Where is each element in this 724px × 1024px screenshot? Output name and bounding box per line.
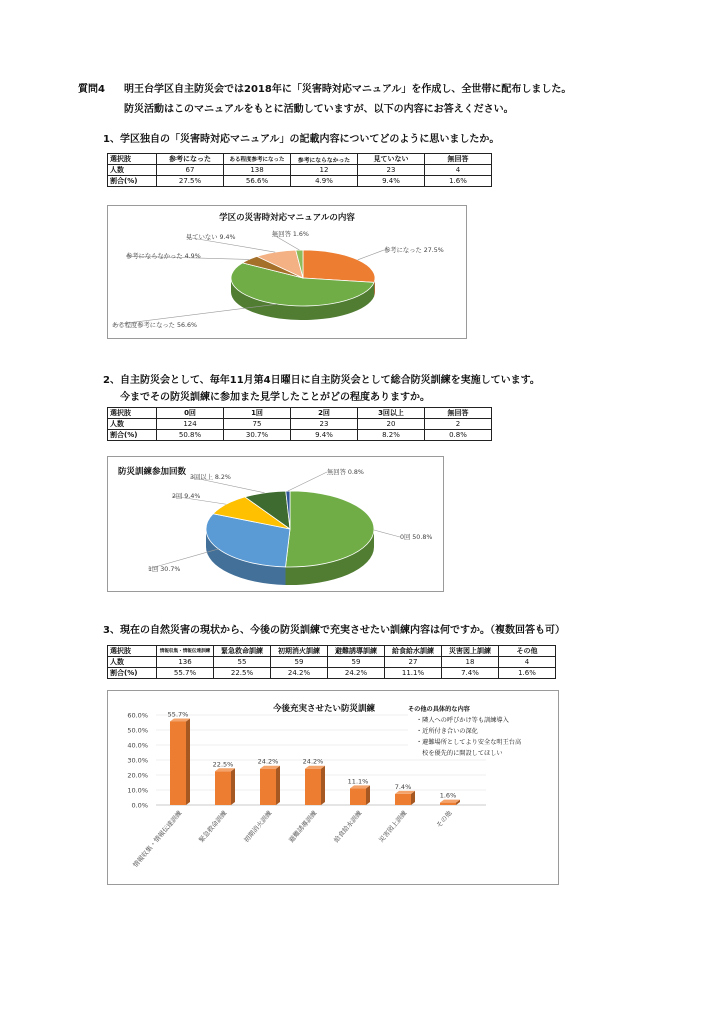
q2-chart-title: 防災訓練参加回数 — [118, 467, 187, 477]
bar — [305, 769, 321, 805]
q2-pct: 0.8% — [425, 430, 492, 441]
q3-other-notes — [408, 704, 550, 759]
bar — [260, 769, 276, 805]
pie-data-label: 参考になった 27.5% — [384, 247, 444, 254]
bar-side — [231, 768, 235, 805]
pie-slice — [303, 250, 375, 282]
pie-leader-line — [374, 530, 400, 537]
pie-data-label: 1回 30.7% — [148, 566, 181, 573]
bar-value-label: 11.1% — [347, 777, 369, 786]
y-tick-label: 50.0% — [127, 726, 148, 735]
q3-count: 59 — [328, 657, 385, 668]
bar — [215, 771, 231, 805]
pie-data-label: 見ていない 9.4% — [186, 234, 236, 241]
bar-side — [321, 766, 325, 805]
q1-chart-frame — [107, 205, 467, 339]
bar-value-label: 22.5% — [212, 760, 234, 769]
q3-pct: 1.6% — [499, 668, 556, 679]
q1-count: 23 — [358, 165, 425, 176]
q2-count: 75 — [224, 419, 291, 430]
question-number: 質問4 — [78, 84, 105, 95]
q3-choice: 情報収集・情報伝達訓練 — [157, 646, 214, 657]
q3-count: 18 — [442, 657, 499, 668]
q1-pct: 4.9% — [291, 176, 358, 187]
y-tick-label: 0.0% — [131, 801, 148, 810]
q2-title-line-1: 2、自主防災会として、毎年11月第4日曜日に自主防災会として総合防災訓練を実施しています。 — [103, 375, 540, 386]
header-line-2: 防災活動はこのマニュアルをもとに活動していますが、以下の内容にお答えください。 — [124, 104, 514, 115]
bar-value-label: 7.4% — [394, 782, 412, 791]
header-line-1: 明王台学区自主防災会では2018年に「災害時対応マニュアル」を作成し、全世帯に配布しました。 — [124, 84, 572, 95]
q2-count: 20 — [358, 419, 425, 430]
x-category-label: 緊急救命訓練 — [197, 809, 229, 845]
bar-value-label: 24.2% — [302, 757, 324, 766]
pie-data-label: 無回答 1.6% — [272, 231, 309, 238]
x-category-label: 給食給水訓練 — [332, 809, 364, 845]
bar — [350, 788, 366, 805]
q3-pct: 7.4% — [442, 668, 499, 679]
q1-pct: 1.6% — [425, 176, 492, 187]
q3-pct: 22.5% — [214, 668, 271, 679]
bar-side — [366, 785, 370, 805]
q3-row-label-pct: 割合(%) — [108, 668, 157, 679]
pie-data-label: 参考にならなかった 4.9% — [126, 253, 201, 260]
pie-data-label: 無回答 0.8% — [327, 469, 364, 476]
q1-count: 12 — [291, 165, 358, 176]
q2-choice: 2回 — [291, 408, 358, 419]
y-tick-label: 40.0% — [127, 741, 148, 750]
q2-pct: 9.4% — [291, 430, 358, 441]
bar-value-label: 24.2% — [257, 757, 279, 766]
q3-note-item: ・避難場所としてより安全な明王台高 — [416, 739, 522, 746]
q1-choice: ある程度参考になった — [224, 154, 291, 165]
q3-pct: 24.2% — [271, 668, 328, 679]
pie-data-label: 3回以上 8.2% — [190, 474, 231, 481]
q1-pct: 9.4% — [358, 176, 425, 187]
q1-choice: 参考にならなかった — [291, 154, 358, 165]
q2-row-label-count: 人数 — [108, 419, 157, 430]
q1-title: 1、学区独自の「災害時対応マニュアル」の記載内容についてどのように思いましたか。 — [103, 134, 500, 145]
q3-chart-title: 今後充実させたい防災訓練 — [273, 704, 376, 714]
bar-side — [186, 718, 190, 805]
x-category-label: 情報収集・情報伝達訓練 — [131, 809, 184, 870]
q3-count: 59 — [271, 657, 328, 668]
q2-pie-chart — [108, 457, 443, 591]
q2-choice: 3回以上 — [358, 408, 425, 419]
q2-choice: 無回答 — [425, 408, 492, 419]
q2-choice: 1回 — [224, 408, 291, 419]
q3-pct: 11.1% — [385, 668, 442, 679]
pie-data-label: 0回 50.8% — [400, 534, 433, 541]
pie-leader-line — [358, 250, 384, 260]
q3-note-item: ・近所付き合いの深化 — [416, 728, 478, 735]
q3-choice: 給食給水訓練 — [385, 646, 442, 657]
q3-note-item: 校を優先的に開設してほしい — [416, 750, 503, 757]
y-tick-label: 10.0% — [127, 786, 148, 795]
x-category-label: 初期消火訓練 — [242, 809, 274, 845]
q3-row-label-count: 人数 — [108, 657, 157, 668]
q3-choice: その他 — [499, 646, 556, 657]
q1-count: 4 — [425, 165, 492, 176]
q3-count: 55 — [214, 657, 271, 668]
q1-row-label-pct: 割合(%) — [108, 176, 157, 187]
bar-side — [276, 766, 280, 805]
q1-pct: 27.5% — [157, 176, 224, 187]
q2-count: 124 — [157, 419, 224, 430]
q2-row-label-pct: 割合(%) — [108, 430, 157, 441]
q3-notes-title: その他の具体的な内容 — [408, 706, 470, 713]
q3-choice: 初期消火訓練 — [271, 646, 328, 657]
bar — [395, 794, 411, 805]
q3-title: 3、現在の自然災害の現状から、今後の防災訓練で充実させたい訓練内容は何ですか。（複数回答も可） — [103, 625, 565, 636]
q3-table — [107, 645, 556, 679]
q1-count: 67 — [157, 165, 224, 176]
q3-count: 4 — [499, 657, 556, 668]
q3-count: 136 — [157, 657, 214, 668]
q2-title-line-2: 今までその防災訓練に参加また見学したことがどの程度ありますか。 — [120, 392, 430, 403]
q1-chart-title: 学区の災害時対応マニュアルの内容 — [219, 213, 355, 223]
q2-table — [107, 407, 492, 441]
q3-choice: 避難誘導訓練 — [328, 646, 385, 657]
q3-pct: 24.2% — [328, 668, 385, 679]
q1-row-label-choice: 選択肢 — [108, 154, 157, 165]
y-tick-label: 60.0% — [127, 711, 148, 720]
pie-data-label: ある程度参考になった 56.6% — [112, 322, 197, 329]
q2-row-label-choice: 選択肢 — [108, 408, 157, 419]
q3-choice: 緊急救命訓練 — [214, 646, 271, 657]
q2-count: 2 — [425, 419, 492, 430]
y-tick-label: 30.0% — [127, 756, 148, 765]
q3-note-item: ・隣人への呼びかけ等も訓練導入 — [416, 717, 509, 724]
q1-choice: 見ていない — [358, 154, 425, 165]
q3-row-label-choice: 選択肢 — [108, 646, 157, 657]
bar-value-label: 55.7% — [167, 710, 189, 719]
bar — [440, 803, 456, 805]
q1-choice: 参考になった — [157, 154, 224, 165]
q2-choice: 0回 — [157, 408, 224, 419]
q2-count: 23 — [291, 419, 358, 430]
q2-chart-frame — [107, 456, 444, 592]
q2-pct: 30.7% — [224, 430, 291, 441]
bar — [170, 721, 186, 805]
x-category-label: 避難誘導訓練 — [287, 809, 319, 845]
q1-pie-chart — [108, 206, 466, 338]
q3-choice: 災害図上訓練 — [442, 646, 499, 657]
q3-chart-frame — [107, 690, 559, 885]
q1-table — [107, 153, 492, 187]
pie-leader-line — [288, 472, 327, 491]
y-tick-label: 20.0% — [127, 771, 148, 780]
q2-pct: 8.2% — [358, 430, 425, 441]
q1-pct: 56.6% — [224, 176, 291, 187]
bar-value-label: 1.6% — [439, 791, 457, 800]
q3-pct: 55.7% — [157, 668, 214, 679]
q2-pct: 50.8% — [157, 430, 224, 441]
q3-count: 27 — [385, 657, 442, 668]
pie-data-label: 2回 9.4% — [172, 493, 201, 500]
q1-row-label-count: 人数 — [108, 165, 157, 176]
x-category-label: その他 — [434, 809, 454, 830]
q1-count: 138 — [224, 165, 291, 176]
x-category-label: 災害図上訓練 — [377, 809, 409, 845]
q1-choice: 無回答 — [425, 154, 492, 165]
